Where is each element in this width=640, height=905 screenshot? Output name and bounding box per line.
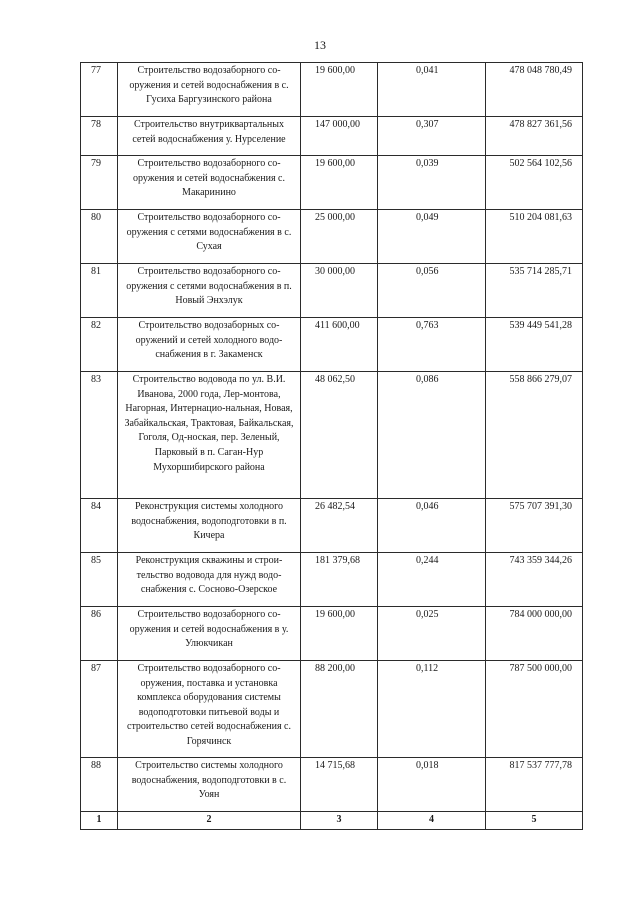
project-ratio: 0,046 [378,499,486,553]
project-cost: 14 715,68 [301,758,378,812]
row-number: 85 [81,553,118,607]
project-name: Строительство водозаборного со-оружения и сетей водоснабжения в у. Улюкчикан [118,607,301,661]
row-number: 87 [81,661,118,758]
project-cost: 30 000,00 [301,264,378,318]
table-row [81,661,583,758]
project-total: 539 449 541,28 [486,318,583,372]
project-name: Строительство водозаборного со-оружения, поставка и установка комплекса оборудования системы водоподготовки питьевой воды и строительство сетей водоснабжения с. Горячинск [118,661,301,758]
project-cost: 88 200,00 [301,661,378,758]
project-total: 510 204 081,63 [486,210,583,264]
project-cost: 25 000,00 [301,210,378,264]
row-number: 78 [81,117,118,156]
column-number: 3 [301,812,378,830]
project-name: Реконструкция скважины и строи-тельство водовода для нужд водо-снабжения с. Сосново-Озерское [118,553,301,607]
row-number: 83 [81,372,118,499]
table-row [81,553,583,607]
row-number: 77 [81,63,118,117]
project-ratio: 0,086 [378,372,486,499]
row-number: 80 [81,210,118,264]
table-row [81,117,583,156]
table-row [81,499,583,553]
project-total: 743 359 344,26 [486,553,583,607]
project-ratio: 0,025 [378,607,486,661]
project-name: Строительство внутриквартальных сетей водоснабжения у. Нурселение [118,117,301,156]
project-name: Строительство водозаборного со-оружения и сетей водоснабжения с. Макаринино [118,156,301,210]
project-cost: 19 600,00 [301,63,378,117]
project-ratio: 0,018 [378,758,486,812]
project-total: 502 564 102,56 [486,156,583,210]
project-ratio: 0,112 [378,661,486,758]
project-ratio: 0,763 [378,318,486,372]
row-number: 81 [81,264,118,318]
project-cost-table [80,62,583,830]
project-name: Строительство водозаборного со-оружения и сетей водоснабжения в с. Гусиха Баргузинского района [118,63,301,117]
project-cost: 181 379,68 [301,553,378,607]
project-name: Реконструкция системы холодного водоснабжения, водоподготовки в п. Кичера [118,499,301,553]
column-number: 2 [118,812,301,830]
project-cost: 147 000,00 [301,117,378,156]
project-cost: 26 482,54 [301,499,378,553]
table-row [81,607,583,661]
table-row [81,372,583,499]
table-row [81,210,583,264]
table-row [81,156,583,210]
project-ratio: 0,049 [378,210,486,264]
row-number: 88 [81,758,118,812]
project-total: 575 707 391,30 [486,499,583,553]
table-row [81,264,583,318]
project-total: 784 000 000,00 [486,607,583,661]
table-row [81,318,583,372]
project-total: 478 827 361,56 [486,117,583,156]
row-number: 79 [81,156,118,210]
project-ratio: 0,041 [378,63,486,117]
column-number-row [81,812,583,830]
table-row [81,758,583,812]
page-number: 13 [314,38,326,52]
project-cost: 19 600,00 [301,156,378,210]
project-cost: 48 062,50 [301,372,378,499]
row-number: 86 [81,607,118,661]
project-cost: 411 600,00 [301,318,378,372]
project-total: 558 866 279,07 [486,372,583,499]
project-total: 787 500 000,00 [486,661,583,758]
column-number: 4 [378,812,486,830]
project-cost: 19 600,00 [301,607,378,661]
row-number: 84 [81,499,118,553]
table-row [81,63,583,117]
project-ratio: 0,307 [378,117,486,156]
project-name: Строительство системы холодного водоснабжения, водоподготовки в с. Уоян [118,758,301,812]
project-ratio: 0,244 [378,553,486,607]
project-ratio: 0,039 [378,156,486,210]
project-total: 535 714 285,71 [486,264,583,318]
column-number: 1 [81,812,118,830]
project-total: 817 537 777,78 [486,758,583,812]
project-ratio: 0,056 [378,264,486,318]
row-number: 82 [81,318,118,372]
project-name: Строительство водозаборных со-оружений и сетей холодного водо-снабжения в г. Закаменск [118,318,301,372]
project-name: Строительство водозаборного со-оружения с сетями водоснабжения в п. Новый Энхэлук [118,264,301,318]
project-name: Строительство водовода по ул. В.И. Иванова, 2000 года, Лер-монтова, Нагорная, Интернацио-нальная, Новая, Забайкальская, Трактовая, Байкальская, Гоголя, Од-ноская, пер. Зеленый, Парковый в п. Саган-Нур Мухоршибирского района [118,372,301,499]
project-name: Строительство водозаборного со-оружения с сетями водоснабжения в с. Сухая [118,210,301,264]
project-total: 478 048 780,49 [486,63,583,117]
column-number: 5 [486,812,583,830]
